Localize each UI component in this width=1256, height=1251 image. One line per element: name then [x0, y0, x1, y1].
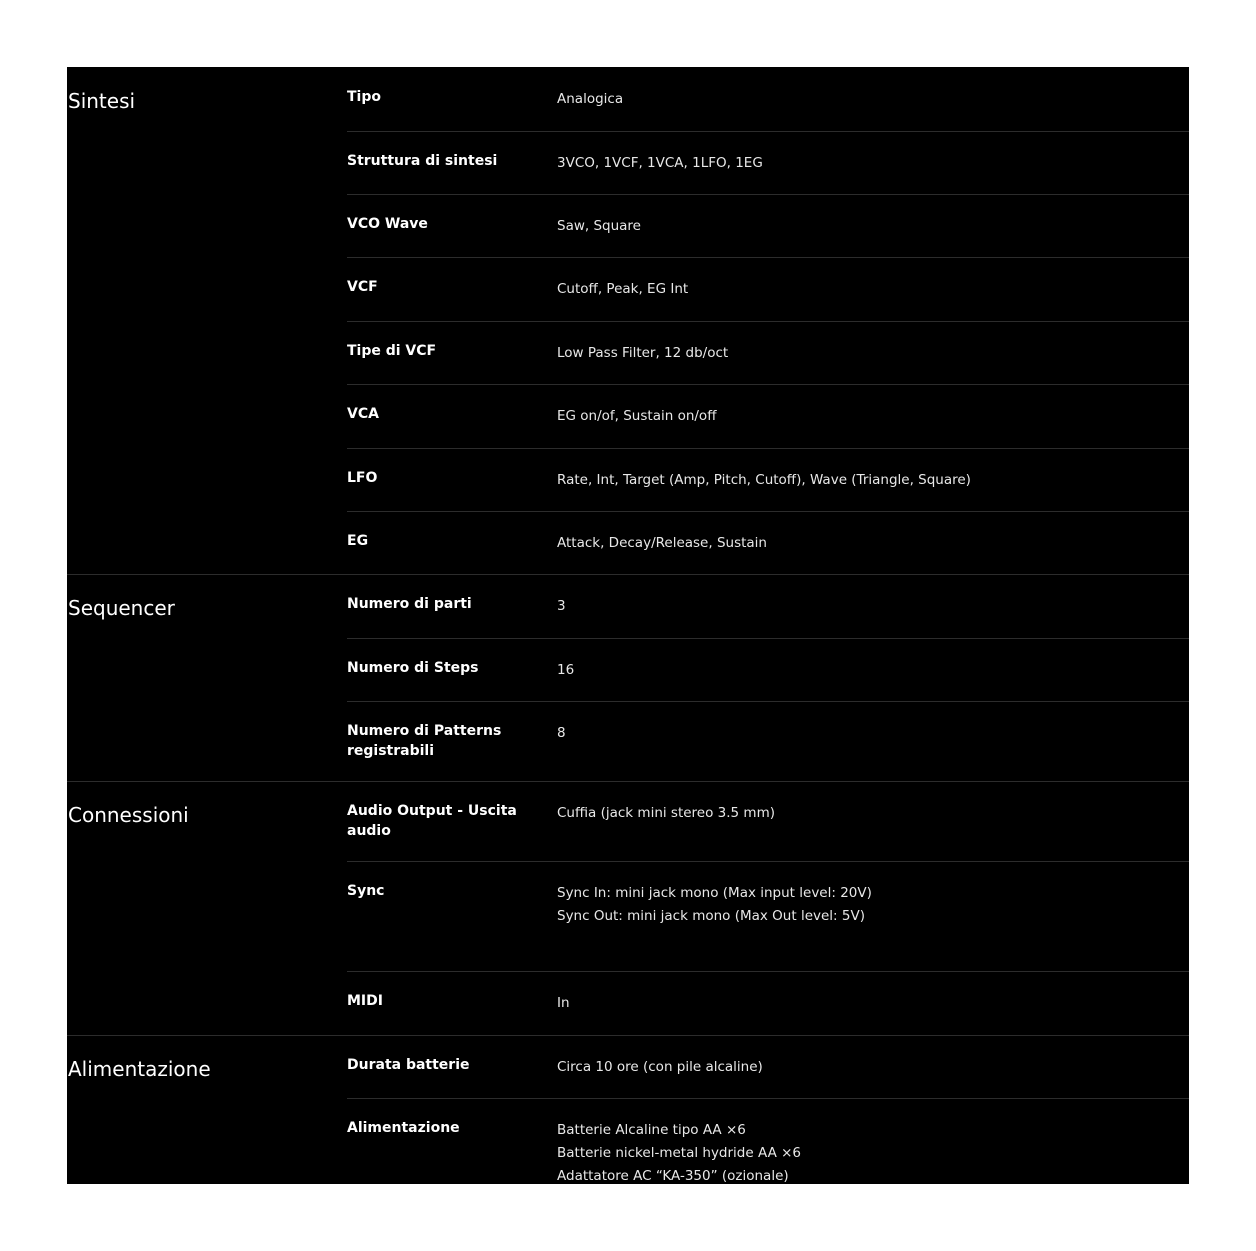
spec-value: Low Pass Filter, 12 db/oct [557, 345, 729, 361]
spec-label: MIDI [347, 993, 383, 1009]
spec-label: LFO [347, 470, 378, 486]
section-title: Alimentazione [68, 1057, 211, 1081]
spec-table [67, 67, 1189, 1184]
row-divider [347, 511, 1189, 512]
section-title: Connessioni [68, 803, 189, 827]
spec-value: Circa 10 ore (con pile alcaline) [557, 1059, 763, 1075]
row-divider [347, 384, 1189, 385]
spec-value: Saw, Square [557, 218, 641, 234]
section-title: Sintesi [68, 89, 136, 113]
section-divider [67, 1035, 1189, 1036]
spec-label: Struttura di sintesi [347, 153, 498, 169]
spec-label: Audio Output - Uscita audio [347, 803, 517, 839]
spec-value: 3VCO, 1VCF, 1VCA, 1LFO, 1EG [557, 155, 763, 171]
row-divider [347, 971, 1189, 972]
spec-value: In [557, 995, 570, 1011]
spec-value: Cutoff, Peak, EG Int [557, 281, 689, 297]
spec-label: Tipe di VCF [347, 343, 437, 359]
spec-label: Alimentazione [347, 1120, 460, 1136]
spec-value: Rate, Int, Target (Amp, Pitch, Cutoff), Wave (Triangle, Square) [557, 472, 971, 488]
spec-label: VCA [347, 406, 379, 422]
spec-label: Tipo [347, 89, 381, 105]
spec-value: 8 [557, 725, 566, 741]
spec-label: Sync [347, 883, 385, 899]
row-divider [347, 701, 1189, 702]
spec-label: Durata batterie [347, 1057, 470, 1073]
spec-value: 16 [557, 662, 575, 678]
spec-label: Numero di parti [347, 596, 472, 612]
spec-value: EG on/of, Sustain on/off [557, 408, 717, 424]
spec-label: Numero di Steps [347, 660, 479, 676]
spec-value: Batterie Alcaline tipo AA ×6 Batterie nickel-metal hydride AA ×6 Adattatore AC “KA-350” (ozionale) [557, 1122, 802, 1184]
row-divider [347, 1098, 1189, 1099]
section-divider [67, 574, 1189, 575]
row-divider [347, 131, 1189, 132]
section-divider [67, 781, 1189, 782]
spec-value: Cuffia (jack mini stereo 3.5 mm) [557, 805, 775, 821]
spec-value: Attack, Decay/Release, Sustain [557, 535, 767, 551]
row-divider [347, 321, 1189, 322]
spec-value: Sync In: mini jack mono (Max input level: 20V) Sync Out: mini jack mono (Max Out level: 5V) [557, 885, 872, 924]
row-divider [347, 257, 1189, 258]
row-divider [347, 448, 1189, 449]
spec-label: Numero di Patterns registrabili [347, 723, 502, 759]
spec-value: Analogica [557, 91, 624, 107]
row-divider [347, 194, 1189, 195]
section-title: Sequencer [68, 596, 175, 620]
row-divider [347, 638, 1189, 639]
spec-label: EG [347, 533, 369, 549]
spec-label: VCF [347, 279, 378, 295]
spec-label: VCO Wave [347, 216, 428, 232]
spec-value: 3 [557, 598, 566, 614]
row-divider [347, 861, 1189, 862]
